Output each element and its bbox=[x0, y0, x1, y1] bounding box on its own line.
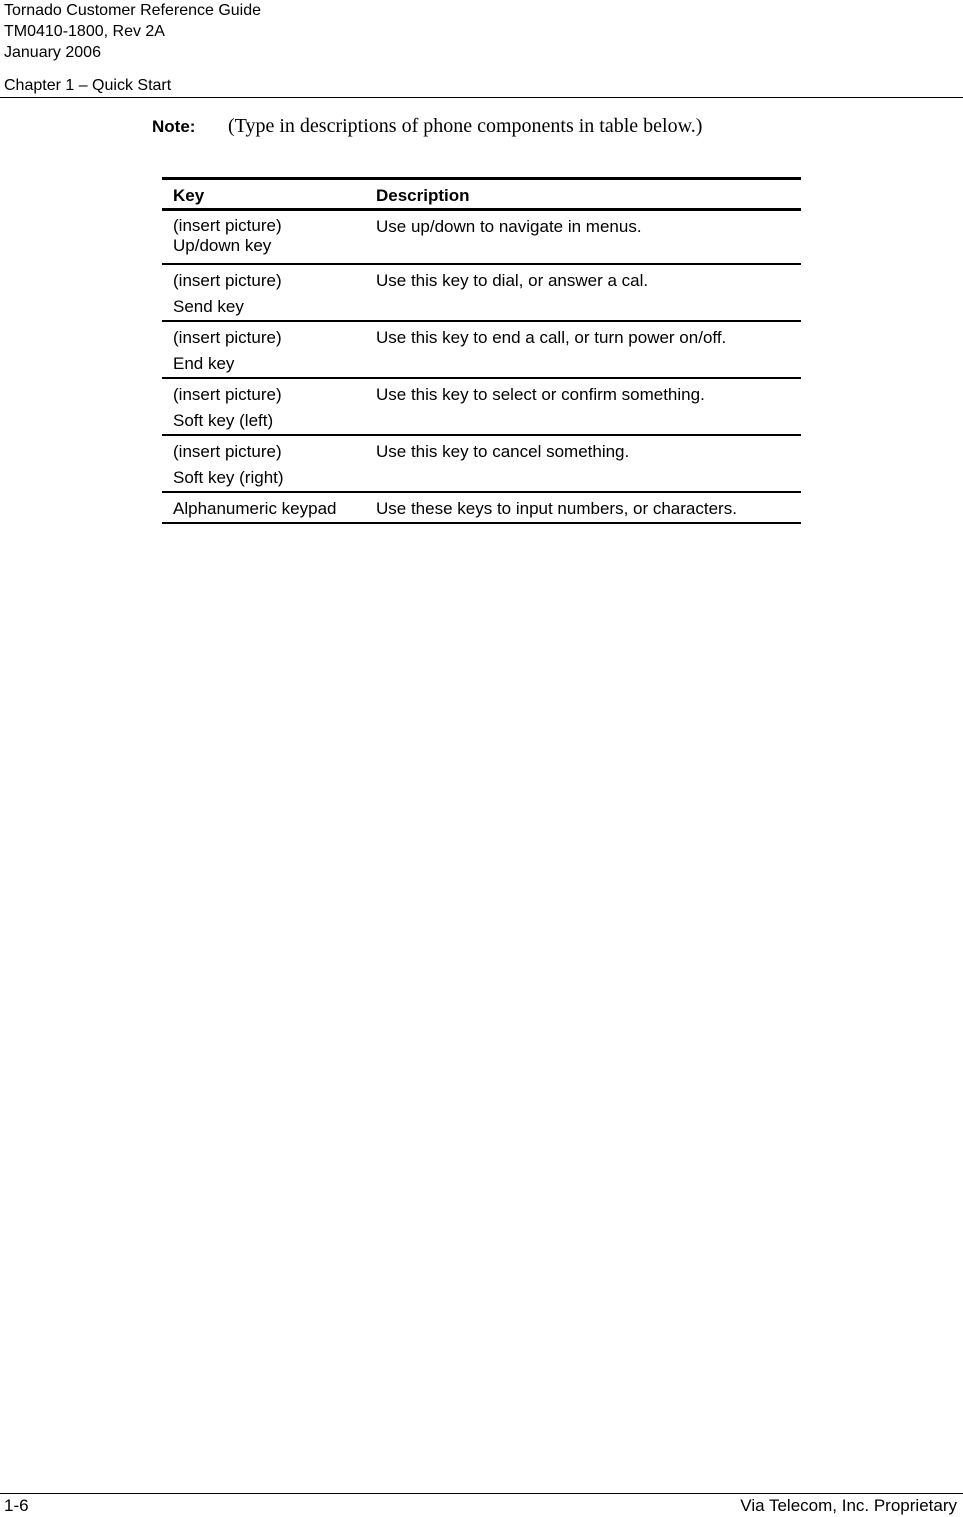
key-name: End key bbox=[173, 354, 235, 373]
note bbox=[152, 114, 702, 139]
table-row bbox=[162, 436, 801, 493]
key-name: Alphanumeric keypad bbox=[173, 499, 337, 518]
description-cell: Use these keys to input numbers, or characters. bbox=[376, 499, 737, 518]
key-cell bbox=[162, 265, 376, 320]
note-text: (Type in descriptions of phone components in table below.) bbox=[228, 115, 703, 137]
document-title: Tornado Customer Reference Guide bbox=[4, 2, 262, 19]
page-number: 1-6 bbox=[4, 1496, 29, 1515]
key-picture-placeholder: (insert picture) bbox=[173, 442, 282, 461]
proprietary-notice: Via Telecom, Inc. Proprietary bbox=[740, 1496, 957, 1515]
key-cell bbox=[162, 211, 376, 263]
table-row bbox=[162, 322, 801, 379]
note-label: Note: bbox=[152, 117, 196, 136]
description-cell: Use this key to end a call, or turn power on/off. bbox=[376, 328, 727, 347]
key-picture-placeholder: (insert picture) bbox=[173, 328, 282, 347]
header-key: Key bbox=[173, 186, 205, 205]
key-cell bbox=[162, 379, 376, 434]
key-picture-placeholder: (insert picture) bbox=[173, 271, 282, 290]
table-header bbox=[162, 180, 801, 211]
table-row bbox=[162, 265, 801, 322]
key-name: Soft key (right) bbox=[173, 468, 284, 487]
table-row bbox=[162, 493, 801, 524]
key-picture-placeholder: (insert picture) bbox=[173, 216, 282, 235]
document-header bbox=[4, 0, 261, 63]
key-name: Soft key (left) bbox=[173, 411, 274, 430]
chapter-title: Chapter 1 – Quick Start bbox=[4, 77, 172, 94]
header-divider bbox=[0, 97, 963, 98]
key-cell bbox=[162, 493, 376, 522]
document-date: January 2006 bbox=[4, 44, 101, 61]
key-cell bbox=[162, 436, 376, 491]
keys-table bbox=[162, 177, 801, 524]
footer-divider bbox=[0, 1493, 963, 1494]
key-cell bbox=[162, 322, 376, 377]
key-name: Up/down key bbox=[173, 236, 272, 255]
table-row bbox=[162, 211, 801, 265]
description-cell: Use this key to cancel something. bbox=[376, 442, 630, 461]
key-picture-placeholder: (insert picture) bbox=[173, 385, 282, 404]
header-description: Description bbox=[376, 186, 470, 205]
description-cell: Use up/down to navigate in menus. bbox=[376, 217, 642, 236]
table-row bbox=[162, 379, 801, 436]
document-number: TM0410-1800, Rev 2A bbox=[4, 23, 165, 40]
description-cell: Use this key to select or confirm something. bbox=[376, 385, 705, 404]
key-name: Send key bbox=[173, 297, 244, 316]
description-cell: Use this key to dial, or answer a cal. bbox=[376, 271, 649, 290]
